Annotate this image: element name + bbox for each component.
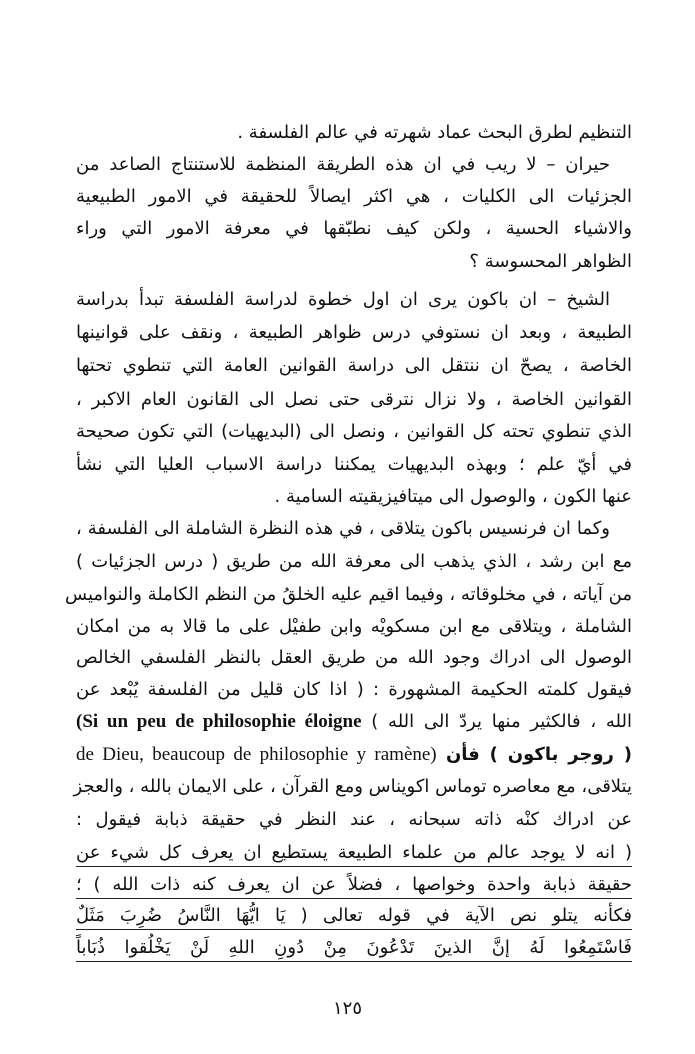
french-quote: (Si un peu de philosophie éloigne (76, 711, 362, 732)
text-line: عنها الكون ، والوصول الى ميتافيزيقيته السامية . (274, 486, 632, 507)
text-line: من آياته ، في مخلوقاته ، وفيما اقيم عليه الخلقُ من النظم الكاملة والنواميس (65, 584, 632, 605)
text-line: الظواهر المحسوسة ؟ (469, 251, 632, 272)
arabic-text: ( روجر باكون ) فأن (445, 744, 632, 765)
text-line: الجزئيات الى الكليات ، هي اكثر ايصالاً للحقيقة في الامور الطبيعية (76, 186, 632, 207)
text-line: مع ابن رشد ، الذي يذهب الى معرفة الله من طريق ( درس الجزئيات ) (76, 551, 632, 572)
text-line: القوانين الخاصة ، ولا نزال نترقى حتى نصل الى القانون العام الاكبر ، (76, 389, 632, 410)
text-line: في أيّ علم ؛ وبهذه البديهيات يمكننا دراسة الاسباب العليا التي نشأ (76, 454, 632, 475)
text-line: والاشياء الحسية ، ولكن كيف نطبّقها في معرفة الامور التي وراء (76, 218, 632, 239)
page-number: ١٢٥ (332, 998, 362, 1019)
text-line: الشاملة ، ويتلاقى مع ابن مسكويْه وابن طفيْل على ما قالا به من امكان (76, 616, 632, 637)
text-line: فكأنه يتلو نص الآية في قوله تعالى ( يَا ايُّهَا النَّاسُ ضُرِبَ مَثَلٌ (76, 903, 632, 930)
text-line: التنظيم لطرق البحث عماد شهرته في عالم الفلسفة . (237, 122, 632, 143)
text-line: حيران – لا ريب في ان هذه الطريقة المنظمة للاستنتاج الصاعد من (76, 154, 610, 175)
text-line: وكما ان فرنسيس باكون يتلاقى ، في هذه النظرة الشاملة الى الفلسفة ، (76, 518, 610, 539)
text-line: فيقول كلمته الحكيمة المشهورة : ( اذا كان قليل من الفلسفة يُبْعد عن (76, 679, 632, 700)
text-line: يتلاقى، مع معاصره توماس اكويناس ومع القرآن ، على الايمان بالله ، والعجز (73, 776, 632, 797)
arabic-text: الله ، فالكثير منها يردّ الى الله ) (371, 711, 632, 732)
text-line: فَاسْتَمِعُوا لَهُ إنَّ الذينَ تَدْعُونَ مِنْ دُونِ اللهِ لَنْ يَخْلُقوا ذُبَاباً (76, 935, 632, 962)
mixed-text-line (76, 742, 632, 768)
text-line: ( انه لا يوجد عالم من علماء الطبيعة يستطيع ان يعرف كل شيء عن (76, 840, 632, 867)
text-line: حقيقة ذبابة واحدة وخواصها ، فضلاً عن ان يعرف كنه ذات الله ) ؛ (76, 872, 632, 899)
text-line: الذي تنطوي تحته كل القوانين ، ونصل الى (البديهيات) التي تكون صحيحة (76, 421, 632, 442)
text-line: الخاصة ، يصحّ ان ننتقل الى دراسة القوانين العامة التي تنطوي تحتها (76, 355, 632, 376)
mixed-text-line (76, 709, 632, 735)
text-line: الوصول الى ادراك وجود الله من طريق العقل بالنظر الفلسفي الخالص (76, 647, 632, 668)
text-line: الشيخ – ان باكون يرى ان اول خطوة لدراسة الفلسفة تبدأ بدراسة (76, 289, 610, 310)
french-quote: de Dieu, beaucoup de philosophie y ramène) (76, 744, 437, 765)
text-line: عن ادراك كنْه ذاته سبحانه ، عند النظر في حقيقة ذبابة فيقول : (76, 809, 632, 830)
text-line: الطبيعة ، وبعد ان نستوفي درس ظواهر الطبيعة ، ونقف على قوانينها (76, 322, 632, 343)
